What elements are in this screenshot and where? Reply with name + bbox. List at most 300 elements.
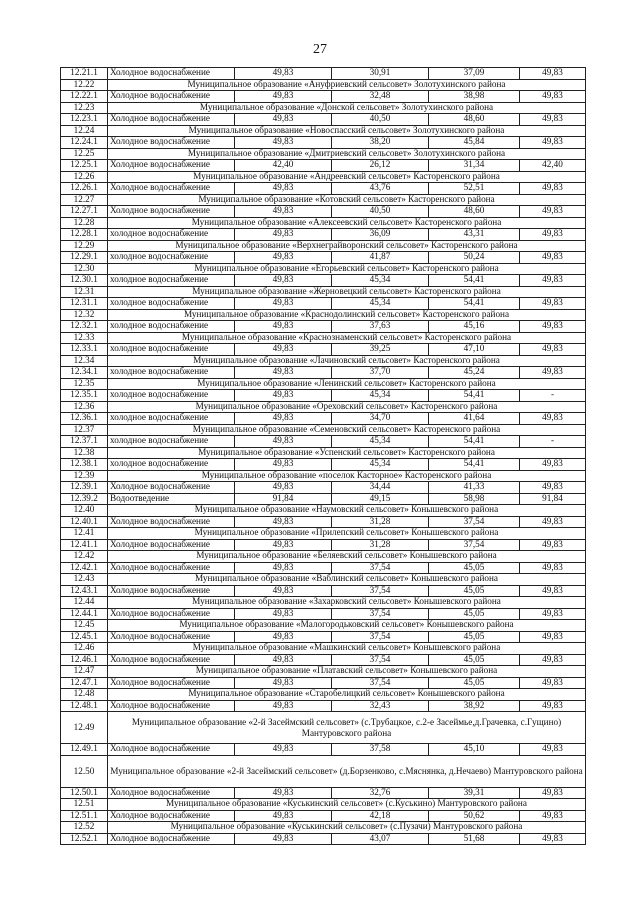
value-cell: 41,64: [429, 413, 520, 425]
row-code: 12.33.1: [61, 344, 108, 356]
service-name: Холодное водоснабжение: [108, 631, 235, 643]
service-name: Холодное водоснабжение: [108, 91, 235, 103]
value-cell: 54,41: [429, 390, 520, 402]
value-cell: 54,41: [429, 298, 520, 310]
value-cell: 49,83: [520, 562, 586, 574]
table-row: [61, 585, 586, 597]
row-code: 12.51: [61, 799, 108, 811]
value-cell: 54,41: [429, 275, 520, 287]
table-row: [61, 183, 586, 195]
table-row: [61, 459, 586, 471]
municipality-title: Муниципальное образование «Краснодолинский сельсовет» Касторенского района: [108, 309, 586, 321]
service-name: Холодное водоснабжение: [108, 700, 235, 712]
municipality-title: Муниципальное образование «Платавский сельсовет» Конышевского района: [108, 666, 586, 678]
municipality-title: Муниципальное образование «Краснознаменский сельсовет» Касторенского района: [108, 332, 586, 344]
row-code: 12.21.1: [61, 68, 108, 80]
value-cell: 37,63: [332, 321, 429, 333]
value-cell: 38,20: [332, 137, 429, 149]
value-cell: 40,50: [332, 206, 429, 218]
municipality-title: Муниципальное образование «Новоспасский сельсовет» Золотухинского района: [108, 125, 586, 137]
service-name: холодное водоснабжение: [108, 344, 235, 356]
municipality-title: Муниципальное образование «Малогородьковский сельсовет» Конышевского района: [108, 620, 586, 632]
value-cell: 43,31: [429, 229, 520, 241]
value-cell: 45,05: [429, 631, 520, 643]
value-cell: 38,92: [429, 700, 520, 712]
municipality-title: Муниципальное образование «Ваблинский сельсовет» Конышевского района: [108, 574, 586, 586]
municipality-title: Муниципальное образование «Куськинский сельсовет» (с.Пузачи) Мантуровского района: [108, 822, 586, 834]
service-name: Холодное водоснабжение: [108, 562, 235, 574]
service-name: холодное водоснабжение: [108, 252, 235, 264]
value-cell: 49,83: [520, 275, 586, 287]
row-code: 12.45: [61, 620, 108, 632]
municipality-header-row: [61, 102, 586, 114]
row-code: 12.23: [61, 102, 108, 114]
municipality-title: Муниципальное образование «Алексеевский сельсовет» Касторенского района: [108, 217, 586, 229]
value-cell: 32,43: [332, 700, 429, 712]
value-cell: 49,83: [235, 252, 332, 264]
value-cell: 49,15: [332, 493, 429, 505]
row-code: 12.38.1: [61, 459, 108, 471]
row-code: 12.42: [61, 551, 108, 563]
municipality-header-row: [61, 447, 586, 459]
row-code: 12.34.1: [61, 367, 108, 379]
table-row: [61, 252, 586, 264]
table-row: [61, 787, 586, 799]
value-cell: 45,34: [332, 459, 429, 471]
value-cell: 49,83: [520, 585, 586, 597]
value-cell: 31,28: [332, 539, 429, 551]
row-code: 12.25.1: [61, 160, 108, 172]
table-row: [61, 562, 586, 574]
municipality-header-row: [61, 755, 586, 787]
row-code: 12.43.1: [61, 585, 108, 597]
municipality-title: Муниципальное образование «Дмитриевский сельсовет» Золотухинского района: [108, 148, 586, 160]
municipality-header-row: [61, 822, 586, 834]
municipality-title: Муниципальное образование «2-й Засеймский сельсовет» (д.Борзенково, с.Мяснянка, д.Нечаево) Мантуровского района: [108, 755, 586, 787]
table-row: [61, 413, 586, 425]
municipality-header-row: [61, 378, 586, 390]
tariff-table-body: [61, 68, 586, 845]
value-cell: 49,83: [235, 654, 332, 666]
row-code: 12.49: [61, 712, 108, 744]
row-code: 12.46: [61, 643, 108, 655]
value-cell: 45,05: [429, 654, 520, 666]
municipality-header-row: [61, 263, 586, 275]
row-code: 12.31: [61, 286, 108, 298]
value-cell: 49,83: [235, 539, 332, 551]
row-code: 12.39.2: [61, 493, 108, 505]
value-cell: 49,83: [520, 459, 586, 471]
value-cell: 37,54: [332, 631, 429, 643]
service-name: Холодное водоснабжение: [108, 677, 235, 689]
table-row: [61, 516, 586, 528]
value-cell: 49,83: [235, 183, 332, 195]
row-code: 12.49.1: [61, 744, 108, 756]
row-code: 12.26: [61, 171, 108, 183]
table-row: [61, 810, 586, 822]
municipality-header-row: [61, 125, 586, 137]
municipality-header-row: [61, 712, 586, 744]
row-code: 12.37.1: [61, 436, 108, 448]
row-code: 12.48: [61, 689, 108, 701]
value-cell: 49,83: [520, 252, 586, 264]
municipality-title: Муниципальное образование «Куськинский сельсовет» (с.Куськино) Мантуровского района: [108, 799, 586, 811]
table-row: [61, 114, 586, 126]
value-cell: 49,83: [235, 482, 332, 494]
municipality-header-row: [61, 401, 586, 413]
value-cell: 49,83: [520, 516, 586, 528]
value-cell: 49,83: [235, 585, 332, 597]
service-name: холодное водоснабжение: [108, 367, 235, 379]
municipality-title: Муниципальное образование «Машкинский сельсовет» Конышевского района: [108, 643, 586, 655]
value-cell: 42,18: [332, 810, 429, 822]
value-cell: 45,10: [429, 744, 520, 756]
value-cell: 34,70: [332, 413, 429, 425]
service-name: Холодное водоснабжение: [108, 114, 235, 126]
service-name: Холодное водоснабжение: [108, 787, 235, 799]
value-cell: 49,83: [235, 787, 332, 799]
table-row: [61, 654, 586, 666]
value-cell: 43,07: [332, 833, 429, 845]
municipality-title: Муниципальное образование «Донской сельсовет» Золотухинского района: [108, 102, 586, 114]
row-code: 12.52: [61, 822, 108, 834]
row-code: 12.35: [61, 378, 108, 390]
value-cell: 49,83: [520, 539, 586, 551]
row-code: 12.29: [61, 240, 108, 252]
service-name: холодное водоснабжение: [108, 275, 235, 287]
value-cell: 49,83: [520, 206, 586, 218]
value-cell: 41,33: [429, 482, 520, 494]
row-code: 12.44: [61, 597, 108, 609]
municipality-header-row: [61, 528, 586, 540]
value-cell: 45,24: [429, 367, 520, 379]
service-name: Холодное водоснабжение: [108, 654, 235, 666]
row-code: 12.33: [61, 332, 108, 344]
service-name: Холодное водоснабжение: [108, 183, 235, 195]
value-cell: 37,54: [332, 608, 429, 620]
service-name: холодное водоснабжение: [108, 436, 235, 448]
row-code: 12.23.1: [61, 114, 108, 126]
value-cell: 49,83: [520, 229, 586, 241]
table-row: [61, 608, 586, 620]
row-code: 12.36: [61, 401, 108, 413]
municipality-title: Муниципальное образование «Ореховский сельсовет» Касторенского района: [108, 401, 586, 413]
row-code: 12.47: [61, 666, 108, 678]
value-cell: 34,44: [332, 482, 429, 494]
municipality-header-row: [61, 79, 586, 91]
value-cell: 37,54: [332, 562, 429, 574]
value-cell: 37,54: [429, 539, 520, 551]
row-code: 12.43: [61, 574, 108, 586]
row-code: 12.45.1: [61, 631, 108, 643]
value-cell: 37,58: [332, 744, 429, 756]
value-cell: 49,83: [235, 390, 332, 402]
service-name: Холодное водоснабжение: [108, 585, 235, 597]
value-cell: 50,24: [429, 252, 520, 264]
value-cell: 49,83: [235, 229, 332, 241]
municipality-title: Муниципальное образование «Наумовский сельсовет» Конышевского района: [108, 505, 586, 517]
service-name: Холодное водоснабжение: [108, 539, 235, 551]
value-cell: 49,83: [235, 275, 332, 287]
municipality-title: Муниципальное образование «Верхнеграйворонский сельсовет» Касторенского района: [108, 240, 586, 252]
row-code: 12.48.1: [61, 700, 108, 712]
table-row: [61, 493, 586, 505]
row-code: 12.38: [61, 447, 108, 459]
service-name: холодное водоснабжение: [108, 390, 235, 402]
value-cell: 45,84: [429, 137, 520, 149]
table-row: [61, 160, 586, 172]
service-name: холодное водоснабжение: [108, 413, 235, 425]
value-cell: 49,83: [520, 114, 586, 126]
municipality-title: Муниципальное образование «Беляевский сельсовет» Конышевского района: [108, 551, 586, 563]
value-cell: 42,40: [520, 160, 586, 172]
municipality-header-row: [61, 424, 586, 436]
value-cell: 49,83: [520, 608, 586, 620]
row-code: 12.40: [61, 505, 108, 517]
municipality-title: Муниципальное образование «Лачиновский сельсовет» Касторенского района: [108, 355, 586, 367]
row-code: 12.32.1: [61, 321, 108, 333]
municipality-header-row: [61, 240, 586, 252]
value-cell: 49,83: [520, 413, 586, 425]
value-cell: 42,40: [235, 160, 332, 172]
value-cell: 45,34: [332, 390, 429, 402]
value-cell: 49,83: [520, 482, 586, 494]
value-cell: 37,09: [429, 68, 520, 80]
value-cell: 32,76: [332, 787, 429, 799]
value-cell: 37,54: [429, 516, 520, 528]
municipality-title: Муниципальное образование «поселок Касторное» Касторенского района: [108, 470, 586, 482]
table-row: [61, 833, 586, 845]
municipality-header-row: [61, 643, 586, 655]
tariff-table: [60, 67, 586, 845]
municipality-header-row: [61, 355, 586, 367]
row-code: 12.24.1: [61, 137, 108, 149]
row-code: 12.26.1: [61, 183, 108, 195]
service-name: Холодное водоснабжение: [108, 206, 235, 218]
value-cell: 49,83: [520, 744, 586, 756]
municipality-title: Муниципальное образование «Егорьевский сельсовет» Касторенского района: [108, 263, 586, 275]
municipality-title: Муниципальное образование «2-й Засеймский сельсовет» (с.Трубацкое, с.2-е Засеймье,д.Грачевка, с.Гущино) Мантуровского района: [108, 712, 586, 744]
value-cell: 49,83: [520, 68, 586, 80]
row-code: 12.50.1: [61, 787, 108, 799]
table-row: [61, 229, 586, 241]
value-cell: 49,83: [235, 206, 332, 218]
value-cell: 41,87: [332, 252, 429, 264]
row-code: 12.36.1: [61, 413, 108, 425]
value-cell: 48,60: [429, 114, 520, 126]
municipality-title: Муниципальное образование «Успенский сельсовет» Касторенского района: [108, 447, 586, 459]
service-name: Холодное водоснабжение: [108, 810, 235, 822]
service-name: Холодное водоснабжение: [108, 68, 235, 80]
value-cell: 49,83: [235, 562, 332, 574]
row-code: 12.31.1: [61, 298, 108, 310]
value-cell: 49,83: [520, 700, 586, 712]
table-row: [61, 344, 586, 356]
municipality-header-row: [61, 286, 586, 298]
value-cell: 49,83: [235, 516, 332, 528]
value-cell: 49,83: [520, 677, 586, 689]
service-name: Холодное водоснабжение: [108, 516, 235, 528]
value-cell: 49,83: [235, 137, 332, 149]
municipality-title: Муниципальное образование «Жерновецкий сельсовет» Касторенского района: [108, 286, 586, 298]
value-cell: 37,54: [332, 654, 429, 666]
value-cell: 31,34: [429, 160, 520, 172]
municipality-title: Муниципальное образование «Семеновский сельсовет» Касторенского района: [108, 424, 586, 436]
value-cell: 52,51: [429, 183, 520, 195]
row-code: 12.41: [61, 528, 108, 540]
municipality-title: Муниципальное образование «Ленинский сельсовет» Касторенского района: [108, 378, 586, 390]
value-cell: 49,83: [235, 344, 332, 356]
table-row: [61, 482, 586, 494]
municipality-header-row: [61, 171, 586, 183]
value-cell: -: [520, 390, 586, 402]
municipality-title: Муниципальное образование «Прилепский сельсовет» Конышевского района: [108, 528, 586, 540]
value-cell: 49,83: [520, 137, 586, 149]
value-cell: 39,25: [332, 344, 429, 356]
municipality-header-row: [61, 217, 586, 229]
value-cell: 37,54: [332, 677, 429, 689]
service-name: Холодное водоснабжение: [108, 160, 235, 172]
value-cell: 45,05: [429, 562, 520, 574]
value-cell: 91,84: [235, 493, 332, 505]
service-name: холодное водоснабжение: [108, 459, 235, 471]
value-cell: 32,48: [332, 91, 429, 103]
value-cell: 39,31: [429, 787, 520, 799]
value-cell: 49,83: [235, 91, 332, 103]
value-cell: 49,83: [520, 787, 586, 799]
value-cell: 49,83: [235, 833, 332, 845]
table-row: [61, 137, 586, 149]
table-row: [61, 700, 586, 712]
value-cell: 49,83: [520, 631, 586, 643]
row-code: 12.39.1: [61, 482, 108, 494]
value-cell: 31,28: [332, 516, 429, 528]
value-cell: 49,83: [235, 114, 332, 126]
value-cell: 49,83: [520, 810, 586, 822]
table-row: [61, 367, 586, 379]
row-code: 12.37: [61, 424, 108, 436]
value-cell: 54,41: [429, 459, 520, 471]
row-code: 12.28.1: [61, 229, 108, 241]
service-name: Холодное водоснабжение: [108, 608, 235, 620]
table-row: [61, 631, 586, 643]
service-name: холодное водоснабжение: [108, 321, 235, 333]
value-cell: 50,62: [429, 810, 520, 822]
value-cell: 49,83: [520, 91, 586, 103]
row-code: 12.30.1: [61, 275, 108, 287]
row-code: 12.42.1: [61, 562, 108, 574]
value-cell: 40,50: [332, 114, 429, 126]
row-code: 12.22: [61, 79, 108, 91]
service-name: Холодное водоснабжение: [108, 833, 235, 845]
table-row: [61, 744, 586, 756]
table-row: [61, 298, 586, 310]
row-code: 12.22.1: [61, 91, 108, 103]
value-cell: 49,83: [235, 700, 332, 712]
value-cell: 45,34: [332, 298, 429, 310]
value-cell: 45,05: [429, 585, 520, 597]
service-name: холодное водоснабжение: [108, 298, 235, 310]
municipality-header-row: [61, 597, 586, 609]
row-code: 12.47.1: [61, 677, 108, 689]
value-cell: 38,98: [429, 91, 520, 103]
table-row: [61, 206, 586, 218]
municipality-header-row: [61, 309, 586, 321]
value-cell: 49,83: [235, 413, 332, 425]
service-name: холодное водоснабжение: [108, 229, 235, 241]
row-code: 12.46.1: [61, 654, 108, 666]
value-cell: 45,34: [332, 275, 429, 287]
row-code: 12.35.1: [61, 390, 108, 402]
row-code: 12.41.1: [61, 539, 108, 551]
municipality-header-row: [61, 470, 586, 482]
value-cell: 49,83: [235, 677, 332, 689]
table-row: [61, 321, 586, 333]
value-cell: 49,83: [235, 631, 332, 643]
page-number: 27: [313, 42, 327, 57]
value-cell: 49,83: [235, 367, 332, 379]
municipality-header-row: [61, 551, 586, 563]
value-cell: 49,83: [520, 367, 586, 379]
municipality-header-row: [61, 666, 586, 678]
table-row: [61, 677, 586, 689]
value-cell: 49,83: [235, 68, 332, 80]
value-cell: 37,54: [332, 585, 429, 597]
value-cell: 47,10: [429, 344, 520, 356]
value-cell: 36,09: [332, 229, 429, 241]
row-code: 12.51.1: [61, 810, 108, 822]
value-cell: 49,83: [520, 654, 586, 666]
row-code: 12.27: [61, 194, 108, 206]
row-code: 12.40.1: [61, 516, 108, 528]
value-cell: 49,83: [235, 321, 332, 333]
table-row: [61, 91, 586, 103]
municipality-header-row: [61, 689, 586, 701]
row-code: 12.27.1: [61, 206, 108, 218]
value-cell: 37,70: [332, 367, 429, 379]
table-row: [61, 275, 586, 287]
value-cell: 54,41: [429, 436, 520, 448]
value-cell: 45,05: [429, 608, 520, 620]
value-cell: 26,12: [332, 160, 429, 172]
value-cell: 58,98: [429, 493, 520, 505]
row-code: 12.29.1: [61, 252, 108, 264]
value-cell: 49,83: [520, 321, 586, 333]
value-cell: 49,83: [235, 436, 332, 448]
row-code: 12.30: [61, 263, 108, 275]
value-cell: 49,83: [235, 608, 332, 620]
row-code: 12.32: [61, 309, 108, 321]
service-name: Холодное водоснабжение: [108, 137, 235, 149]
municipality-header-row: [61, 574, 586, 586]
row-code: 12.24: [61, 125, 108, 137]
municipality-title: Муниципальное образование «Захарковский сельсовет» Конышевского района: [108, 597, 586, 609]
municipality-title: Муниципальное образование «Андреевский сельсовет» Касторенского района: [108, 171, 586, 183]
municipality-header-row: [61, 148, 586, 160]
value-cell: 49,83: [520, 298, 586, 310]
row-code: 12.34: [61, 355, 108, 367]
table-row: [61, 390, 586, 402]
value-cell: 49,83: [520, 344, 586, 356]
row-code: 12.28: [61, 217, 108, 229]
row-code: 12.25: [61, 148, 108, 160]
value-cell: 45,34: [332, 436, 429, 448]
value-cell: 49,83: [235, 298, 332, 310]
value-cell: 49,83: [520, 833, 586, 845]
municipality-header-row: [61, 620, 586, 632]
value-cell: 49,83: [520, 183, 586, 195]
service-name: Водоотведение: [108, 493, 235, 505]
